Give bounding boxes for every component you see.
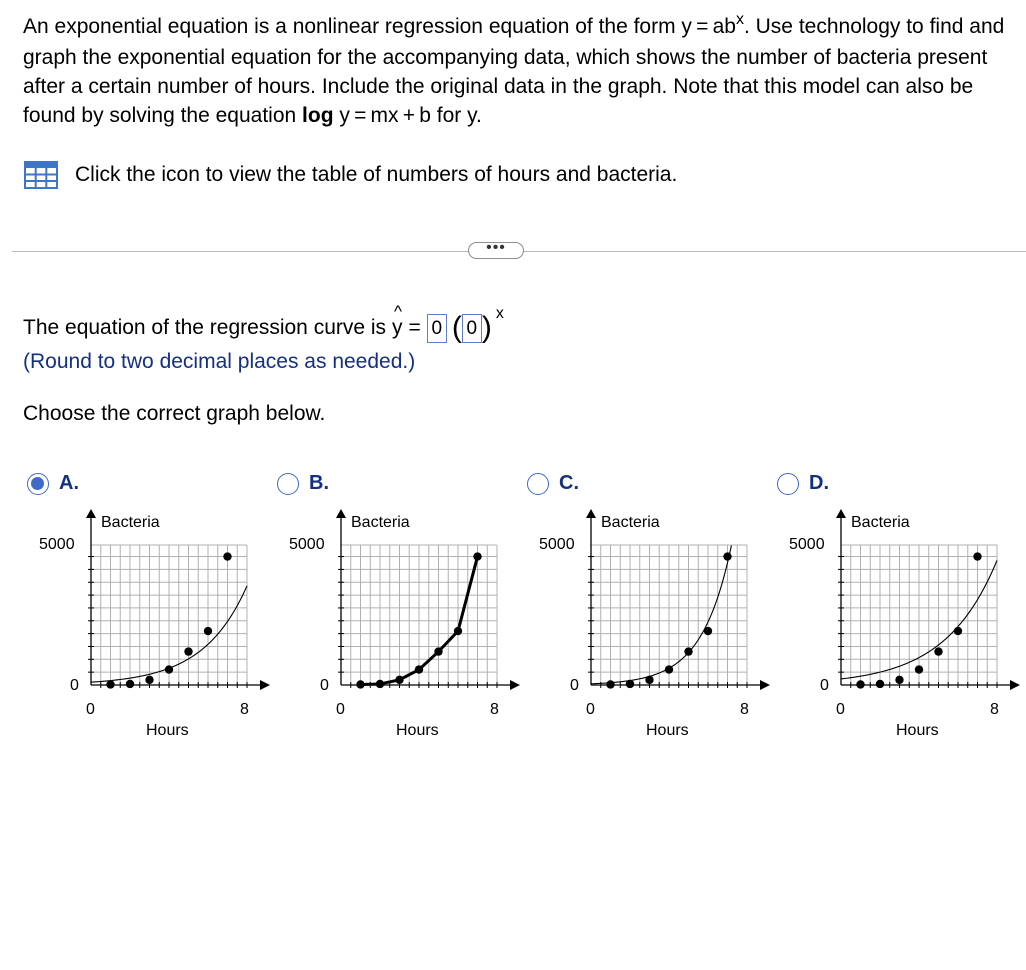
equation-prefix: The equation of the regression curve is <box>23 316 387 339</box>
data-point <box>856 680 864 688</box>
graph-a-ytick-top: 5000 <box>39 536 75 553</box>
graph-d-ytick-bottom: 0 <box>820 677 829 694</box>
problem-text-1: An exponential equation is a nonlinear regression equation of the form y = ab <box>23 15 736 38</box>
open-paren: ( <box>451 311 462 344</box>
data-point <box>626 680 634 688</box>
choose-prompt: Choose the correct graph below. <box>23 402 326 425</box>
graph-b-ytick-top: 5000 <box>289 536 325 553</box>
data-point <box>473 552 481 560</box>
graph-d <box>787 505 1026 755</box>
graph-a-ylabel: Bacteria <box>101 514 160 531</box>
equals-sign: = <box>408 316 421 339</box>
graph-d-xlabel: Hours <box>896 722 939 739</box>
y-axis-arrow <box>336 509 346 518</box>
data-point <box>415 665 423 673</box>
problem-text-3: y = mx + b for y. <box>333 104 482 127</box>
more-button[interactable]: ••• <box>468 242 524 259</box>
graph-d-ytick-top: 5000 <box>789 536 825 553</box>
graph-b-xlabel: Hours <box>396 722 439 739</box>
x-axis-arrow <box>1010 680 1020 690</box>
graph-b-ytick-bottom: 0 <box>320 677 329 694</box>
graph-a <box>37 505 287 755</box>
data-point <box>454 627 462 635</box>
data-point <box>184 647 192 655</box>
data-point <box>665 665 673 673</box>
data-point <box>606 680 614 688</box>
graph-b <box>287 505 537 755</box>
graph-c-xtick-left: 0 <box>586 701 595 718</box>
y-symbol: y <box>392 316 403 339</box>
graph-b-ylabel: Bacteria <box>351 514 410 531</box>
radio-b[interactable] <box>277 473 299 495</box>
data-point <box>876 680 884 688</box>
problem-log-word: log <box>302 104 334 127</box>
option-c-label: C. <box>559 472 579 494</box>
equation-exponent: x <box>495 305 504 322</box>
round-note: (Round to two decimal places as needed.) <box>23 350 416 373</box>
data-point <box>376 680 384 688</box>
data-point <box>723 552 731 560</box>
data-point <box>434 647 442 655</box>
data-point <box>145 676 153 684</box>
data-point <box>934 647 942 655</box>
problem-statement <box>23 12 1018 130</box>
data-point <box>223 552 231 560</box>
data-point <box>126 680 134 688</box>
data-point <box>645 676 653 684</box>
y-axis-arrow <box>586 509 596 518</box>
x-axis-arrow <box>260 680 270 690</box>
regression-curve <box>591 545 731 683</box>
graph-c-xlabel: Hours <box>646 722 689 739</box>
option-b[interactable] <box>277 472 329 495</box>
y-axis-arrow <box>86 509 96 518</box>
graph-a-ytick-bottom: 0 <box>70 677 79 694</box>
data-point <box>704 627 712 635</box>
option-d-label: D. <box>809 472 829 494</box>
data-point <box>356 680 364 688</box>
graph-c-xtick-right: 8 <box>740 701 749 718</box>
base-b-input[interactable]: 0 <box>462 314 482 343</box>
graph-a-xtick-left: 0 <box>86 701 95 718</box>
coefficient-a-input[interactable]: 0 <box>427 314 447 343</box>
graph-c-ylabel: Bacteria <box>601 514 660 531</box>
radio-a[interactable] <box>27 473 49 495</box>
x-axis-arrow <box>760 680 770 690</box>
data-point <box>106 680 114 688</box>
table-link-row[interactable] <box>24 160 677 190</box>
option-d[interactable] <box>777 472 829 495</box>
graph-b-xtick-left: 0 <box>336 701 345 718</box>
data-point <box>895 676 903 684</box>
data-point <box>204 627 212 635</box>
table-icon[interactable] <box>24 161 58 189</box>
graph-c-ytick-bottom: 0 <box>570 677 579 694</box>
graph-a-xlabel: Hours <box>146 722 189 739</box>
problem-text-2: . Use technology to find and graph the exponential equation for the accompanying data, which shows the number of bacteria present after a certain number of hours. Include the original data in the graph. Note that this model can also be found by solving the equation <box>23 15 1005 127</box>
data-point <box>973 552 981 560</box>
option-c[interactable] <box>527 472 579 495</box>
graph-c <box>537 505 787 755</box>
graph-a-xtick-right: 8 <box>240 701 249 718</box>
y-hat <box>392 302 403 340</box>
hat-symbol: ^ <box>394 302 403 321</box>
equation-line <box>23 302 504 346</box>
graph-d-ylabel: Bacteria <box>851 514 910 531</box>
option-a[interactable] <box>27 472 79 495</box>
data-point <box>915 665 923 673</box>
option-b-label: B. <box>309 472 329 494</box>
data-point <box>395 676 403 684</box>
data-point <box>954 627 962 635</box>
graph-c-ytick-top: 5000 <box>539 536 575 553</box>
data-point <box>165 665 173 673</box>
table-link-text[interactable]: Click the icon to view the table of numbers of hours and bacteria. <box>75 163 678 186</box>
problem-exponent: x <box>735 11 744 28</box>
graph-d-xtick-left: 0 <box>836 701 845 718</box>
option-a-label: A. <box>59 472 79 494</box>
data-point <box>684 647 692 655</box>
graph-b-xtick-right: 8 <box>490 701 499 718</box>
x-axis-arrow <box>510 680 520 690</box>
radio-c[interactable] <box>527 473 549 495</box>
graph-d-xtick-right: 8 <box>990 701 999 718</box>
close-paren: ) <box>481 311 492 344</box>
y-axis-arrow <box>836 509 846 518</box>
radio-d[interactable] <box>777 473 799 495</box>
